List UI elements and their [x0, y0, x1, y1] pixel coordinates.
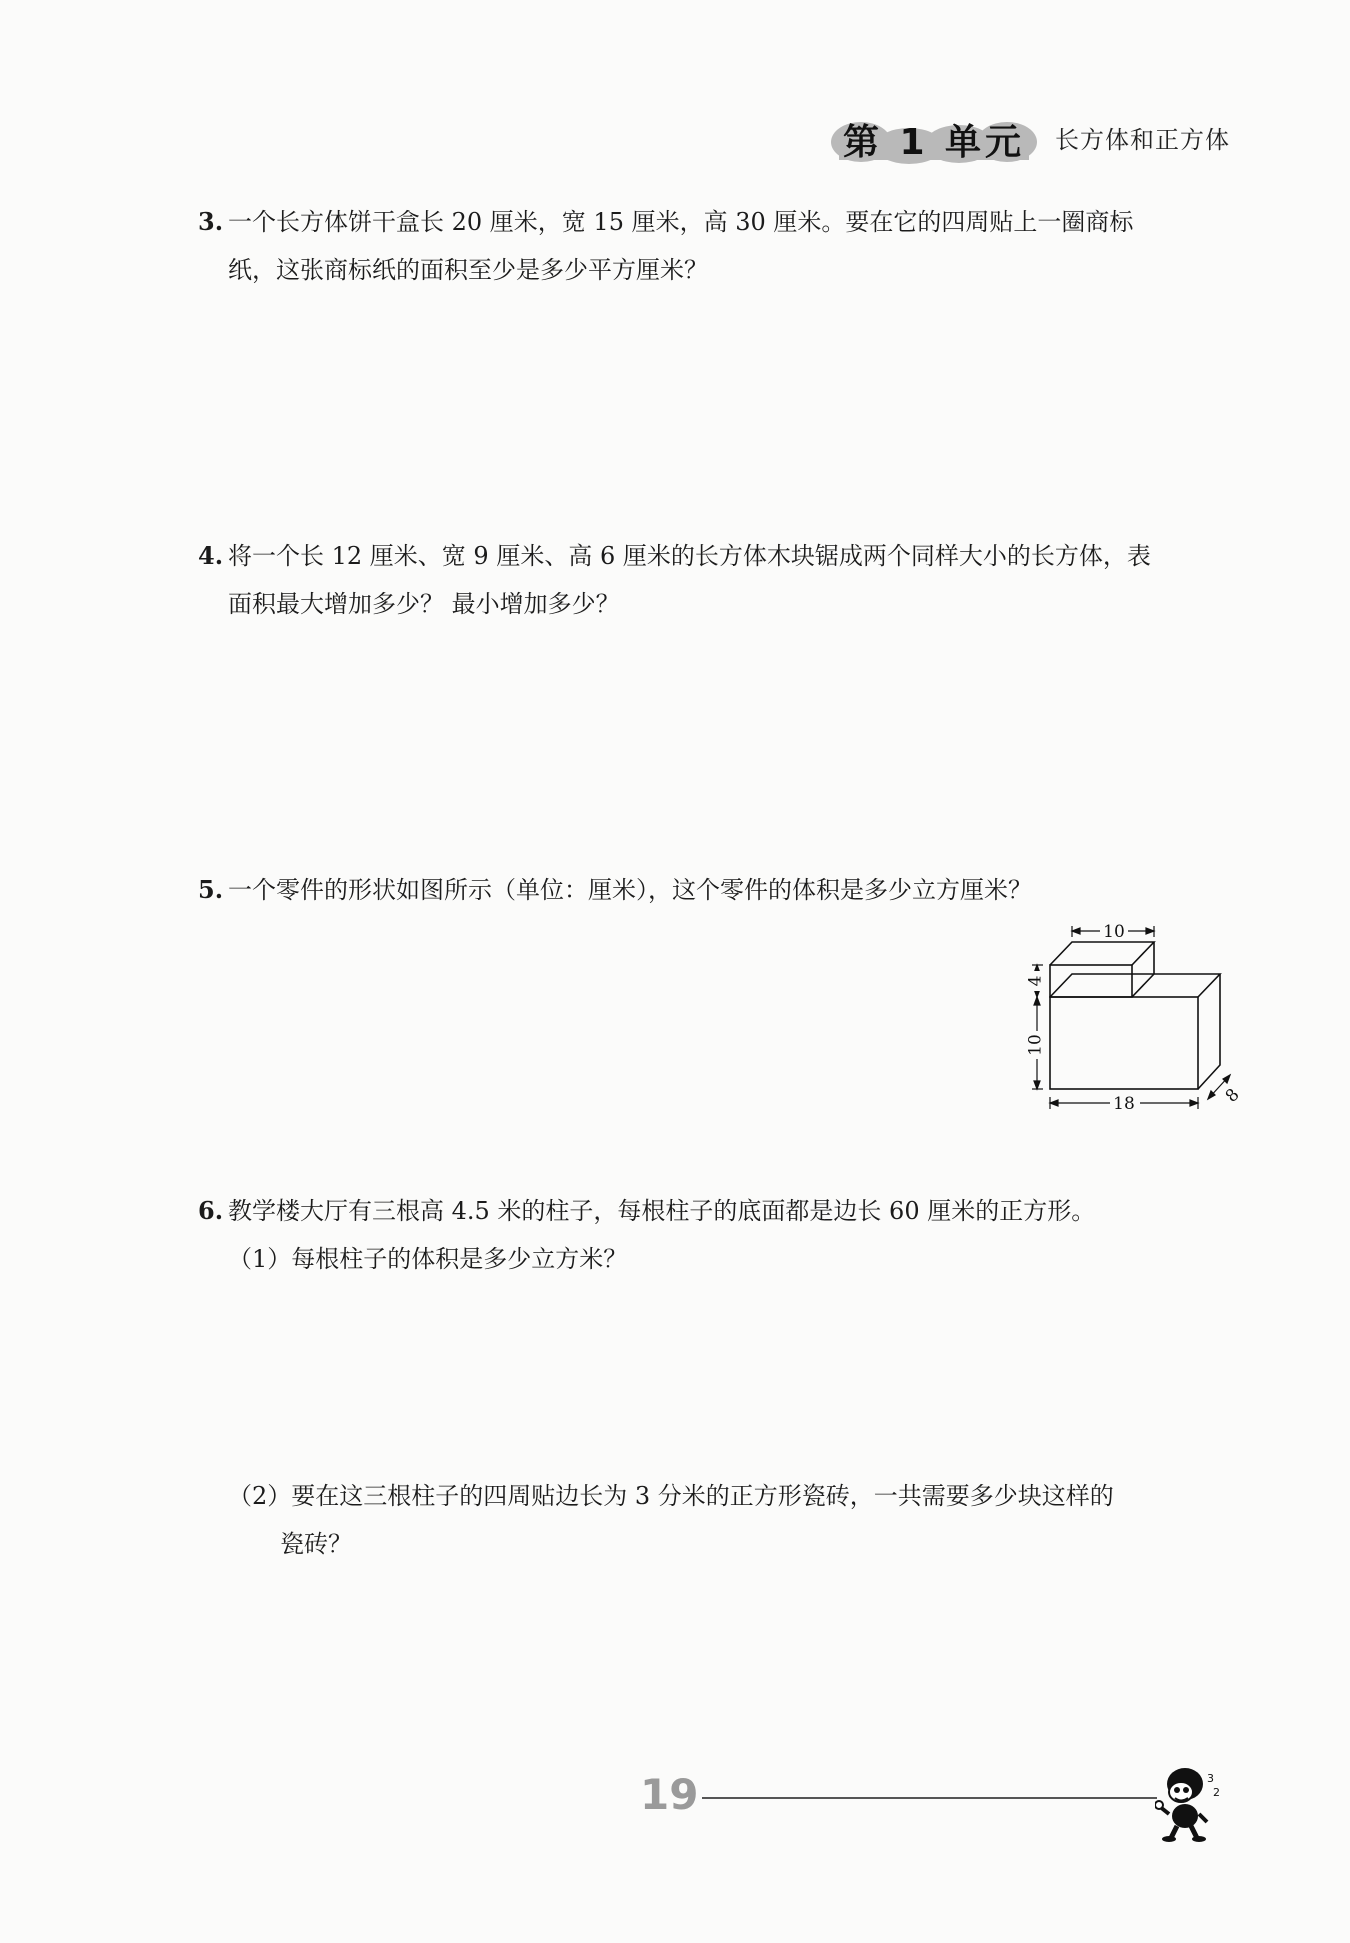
unit-label: 第 1 单元	[842, 122, 1026, 163]
sub-question-line-2: 瓷砖？	[280, 1530, 352, 1558]
problem-4-line-1	[198, 532, 1233, 580]
problem-number: 5.	[198, 875, 224, 904]
unit-badge	[829, 108, 1039, 166]
sub-question-text: （1）每根柱子的体积是多少立方米？	[228, 1245, 628, 1273]
problem-6-sub-2	[228, 1472, 1114, 1568]
unit-header	[829, 108, 1230, 166]
label-bottom-length: 18	[1113, 1094, 1135, 1114]
problem-number: 6.	[198, 1196, 224, 1225]
problem-text: 教学楼大厅有三根高 4.5 米的柱子，每根柱子的底面都是边长 60 厘米的正方形。	[228, 1197, 1096, 1225]
problem-4	[198, 532, 1233, 628]
problem-3	[198, 198, 1233, 294]
page-number: 19	[640, 1770, 699, 1819]
part-figure	[1010, 915, 1250, 1115]
label-depth: 8	[1221, 1084, 1244, 1107]
problem-5-line-1	[198, 866, 1233, 914]
problem-6-line-1	[198, 1187, 1233, 1235]
label-top-length: 10	[1103, 922, 1125, 942]
svg-text:2: 2	[1213, 1786, 1220, 1799]
problem-5	[198, 866, 1233, 914]
problem-number: 4.	[198, 541, 224, 570]
problem-3-line-2: 纸，这张商标纸的面积至少是多少平方厘米？	[228, 256, 708, 284]
problem-6-sub-1	[228, 1235, 627, 1283]
problem-text: 一个零件的形状如图所示（单位：厘米），这个零件的体积是多少立方厘米？	[228, 876, 1032, 904]
footer-rule	[702, 1797, 1157, 1799]
problem-3-line-1	[198, 198, 1233, 246]
page-footer	[640, 1770, 1240, 1860]
sub-question-line-1: （2）要在这三根柱子的四周贴边长为 3 分米的正方形瓷砖，一共需要多少块这样的	[228, 1482, 1114, 1510]
stepped-block-diagram	[1010, 915, 1250, 1115]
figure-labels	[1024, 921, 1244, 1114]
mascot-icon	[1155, 1762, 1225, 1842]
problem-text: 将一个长 12 厘米、宽 9 厘米、高 6 厘米的长方体木块锯成两个同样大小的长方体，表	[228, 542, 1151, 570]
problem-number: 3.	[198, 207, 224, 236]
problem-4-line-2: 面积最大增加多少？ 最小增加多少？	[228, 590, 620, 618]
problem-text: 一个长方体饼干盒长 20 厘米，宽 15 厘米，高 30 厘米。要在它的四周贴上一圈商标	[228, 208, 1134, 236]
label-small-height: 4	[1025, 975, 1046, 987]
svg-text:3: 3	[1207, 1772, 1214, 1785]
unit-subtitle: 长方体和正方体	[1055, 125, 1230, 154]
label-big-height: 10	[1025, 1034, 1046, 1056]
problem-6	[198, 1187, 1233, 1235]
